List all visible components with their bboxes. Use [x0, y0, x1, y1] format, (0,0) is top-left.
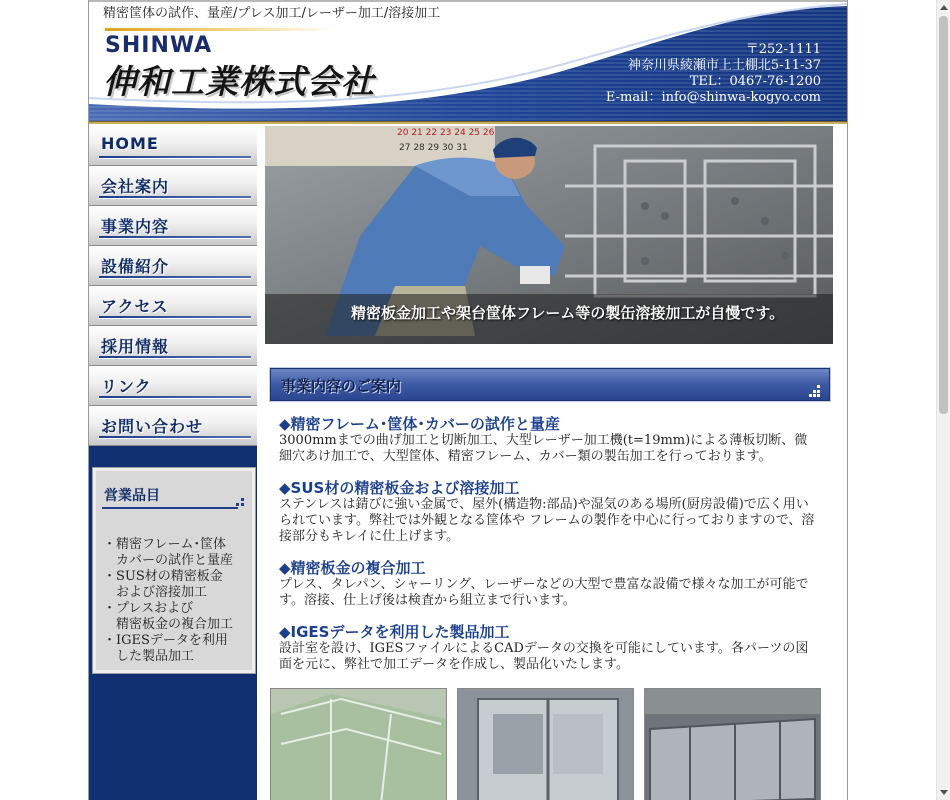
list-item: [106, 537, 233, 569]
nav-underline: [99, 436, 251, 439]
nav-underline: [99, 356, 251, 359]
list-item: [106, 569, 233, 601]
vertical-scrollbar[interactable]: [936, 0, 950, 800]
calendar-row: 20 21 22 23 24 25 26: [397, 128, 495, 138]
nav-underline: [99, 196, 251, 199]
business-heading: ◆精密フレーム･筐体･カバーの試作と量産: [279, 415, 560, 433]
business-text: プレス、タレパン、シャーリング、レーザーなどの大型で豊富な設備で様々な加工が可能です。溶接、仕上げ後は検査から組立まで行います。: [279, 577, 809, 608]
product-line: IGESデータを利用: [116, 633, 228, 648]
nav-item-label: アクセス: [101, 297, 169, 316]
product-photo-long-frame[interactable]: [644, 688, 821, 800]
product-line: および溶接加工: [116, 585, 208, 600]
sidebar: [89, 126, 257, 800]
list-item: [106, 633, 233, 665]
product-line: カバーの試作と量産: [116, 553, 234, 568]
nav-item-links[interactable]: [89, 366, 257, 406]
business-text: ステンレスは錆びに強い金属で、屋外(構造物:部品)や湿気のある場所(厨房設備)で広く用いられています。弊社では外観となる筐体や フレームの製作を中心に行っておりますので、溶接部分もキレイに仕上げます。: [279, 497, 815, 544]
hero-banner: [265, 126, 833, 344]
email-address[interactable]: E-mail：info@shinwa-kogyo.com: [605, 90, 821, 105]
business-item: [279, 479, 819, 545]
company-logo-english[interactable]: SHINWA: [105, 33, 213, 58]
nav-item-recruit[interactable]: [89, 326, 257, 366]
nav-item-label: HOME: [101, 134, 159, 153]
products-list: [106, 537, 233, 665]
company-address: 神奈川県綾瀬市上土棚北5-11-37: [627, 58, 821, 73]
header-tagline: 精密筐体の試作、量産/プレス加工/レーザー加工/溶接加工: [103, 6, 441, 21]
page-frame: [88, 0, 848, 800]
nav-item-company[interactable]: [89, 166, 257, 206]
list-item: [106, 601, 233, 633]
business-heading: ◆精密板金の複合加工: [279, 559, 426, 577]
business-heading: ◆SUS材の精密板金および溶接加工: [279, 479, 520, 497]
phone-number: TEL：0467-76-1200: [689, 74, 821, 89]
scrollbar-thumb[interactable]: [939, 16, 948, 414]
product-line: 精密フレーム･筐体: [116, 537, 226, 552]
business-item: [279, 415, 819, 465]
nav-item-label: 設備紹介: [101, 257, 170, 276]
header-divider: [89, 121, 847, 124]
section-title: 事業内容のご案内: [281, 377, 402, 395]
site-header: [89, 0, 847, 124]
nav-item-label: 採用情報: [101, 337, 170, 356]
nav-underline: [99, 316, 251, 319]
nav-item-label: リンク: [101, 377, 152, 396]
products-title: 営業品目: [104, 488, 160, 504]
business-text: 3000mmまでの曲げ加工と切断加工、大型レーザー加工機(t=19mm)による薄板切断、微細穴あけ加工で、大型筐体、精密フレーム、カバー類の製缶加工を行っております。: [279, 433, 808, 464]
nav-item-label: 会社案内: [101, 177, 170, 196]
company-logo-japanese[interactable]: 伸和工業株式会社: [103, 62, 375, 101]
product-photo-steel-frame[interactable]: [457, 688, 634, 800]
header-contact-info: [606, 42, 821, 106]
business-item: [279, 559, 819, 609]
nav-underline: [99, 236, 251, 239]
nav-item-equipment[interactable]: [89, 246, 257, 286]
nav-item-label: お問い合わせ: [101, 417, 204, 436]
nav-item-contact[interactable]: [89, 406, 257, 446]
scroll-down-arrow-icon[interactable]: [940, 790, 948, 795]
postal-code: 〒252-1111: [745, 42, 821, 57]
dots-icon: [809, 385, 823, 397]
nav-item-access[interactable]: [89, 286, 257, 326]
scroll-up-arrow-icon[interactable]: [940, 5, 948, 10]
dots-icon: [236, 498, 244, 506]
nav-item-business[interactable]: [89, 206, 257, 246]
hero-caption: 精密板金加工や架台筐体フレーム等の製缶溶接加工が自慢です。: [351, 304, 785, 322]
product-line: した製品加工: [116, 649, 195, 664]
section-header: [270, 368, 830, 401]
nav-underline: [99, 156, 251, 159]
nav-item-home[interactable]: [89, 126, 257, 166]
products-title-underline: [102, 507, 238, 509]
product-line: プレスおよび: [116, 601, 194, 616]
products-panel: [93, 468, 255, 673]
nav-underline: [99, 396, 251, 399]
hero-caption-bar: [265, 294, 833, 344]
business-item: [279, 623, 819, 673]
business-heading: ◆IGESデータを利用した製品加工: [279, 623, 510, 641]
logo-accent-bar: [105, 28, 335, 31]
calendar-row: 27 28 29 30 31: [399, 143, 468, 153]
nav-underline: [99, 276, 251, 279]
product-line: 精密板金の複合加工: [116, 617, 234, 632]
product-line: SUS材の精密板金: [116, 569, 223, 584]
business-text: 設計室を設け、IGESファイルによるCADデータの交換を可能にしています。各パーツの図面を元に、弊社で加工データを作成し、製品化いたします。: [279, 641, 809, 672]
product-photo-green-boxes[interactable]: [270, 688, 447, 800]
nav-item-label: 事業内容: [101, 217, 170, 236]
